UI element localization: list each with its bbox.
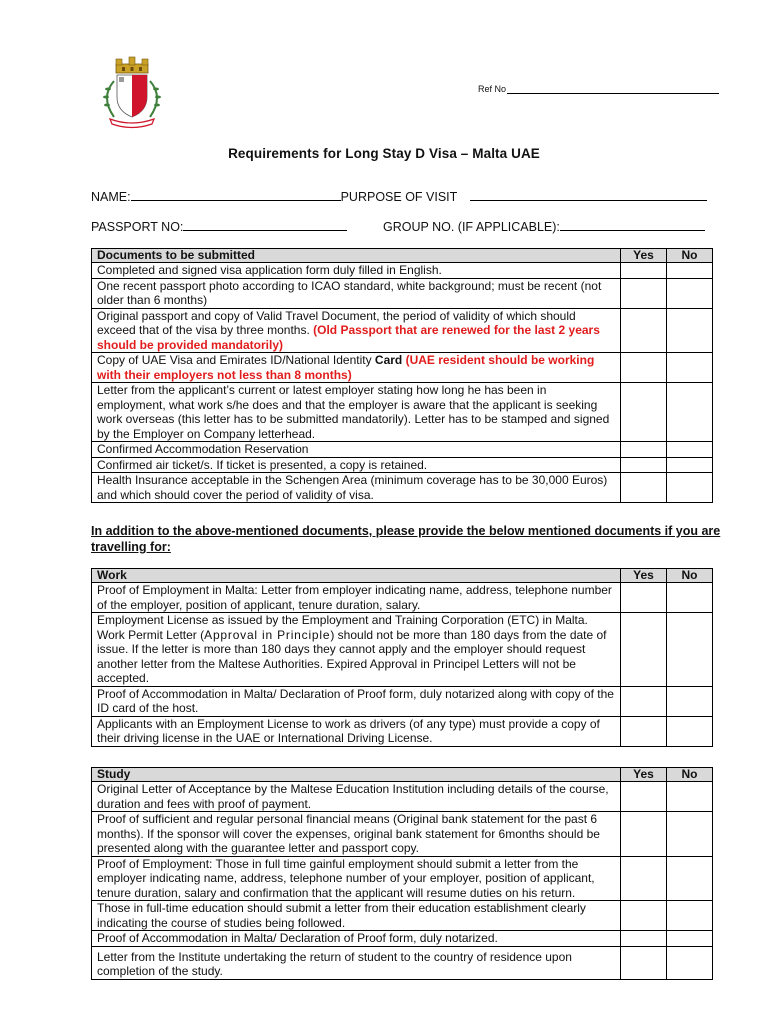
no-checkbox[interactable] xyxy=(667,263,713,279)
no-checkbox[interactable] xyxy=(667,278,713,308)
yes-checkbox[interactable] xyxy=(621,901,667,931)
yes-checkbox[interactable] xyxy=(621,353,667,383)
study-heading: Study xyxy=(92,768,621,782)
no-checkbox[interactable] xyxy=(667,308,713,353)
yes-checkbox[interactable] xyxy=(621,263,667,279)
no-checkbox[interactable] xyxy=(667,901,713,931)
group-field xyxy=(383,218,705,234)
requirement-text: Proof of Accommodation in Malta/ Declaration of Proof form, duly notarized along with copy of the ID card of the host. xyxy=(92,686,621,716)
table-row xyxy=(92,931,713,947)
table-row xyxy=(92,812,713,857)
yes-column-header: Yes xyxy=(621,569,667,583)
requirement-text: Health Insurance acceptable in the Schengen Area (minimum coverage has to be 30,000 Euros) and which should cover the period of validity of visa. xyxy=(92,473,621,503)
requirement-text-main: Copy of UAE Visa and Emirates ID/National Identity xyxy=(97,353,375,367)
ref-no-label: Ref No xyxy=(478,84,507,94)
yes-checkbox[interactable] xyxy=(621,442,667,458)
no-column-header: No xyxy=(667,569,713,583)
table-row xyxy=(92,383,713,442)
requirement-text-main: Employment License as issued by the Employment and Training Corporation (ETC) in Malta. Work Permit Letter ( xyxy=(97,613,588,642)
requirement-text: Confirmed air ticket/s. If ticket is presented, a copy is retained. xyxy=(92,457,621,473)
requirement-text: Proof of Accommodation in Malta/ Declaration of Proof form, duly notarized. xyxy=(92,931,621,947)
malta-coat-of-arms-icon xyxy=(92,55,172,130)
no-checkbox[interactable] xyxy=(667,383,713,442)
requirement-text: Letter from the applicant’s current or latest employer stating how long he has been in employment, what work s/he does and that the employer is aware that the applicant is seeking work overseas (this letter has to be submitted mandatorily). Letter has to be stamped and signed by the Employer on Company letterhead. xyxy=(92,383,621,442)
page-title: Requirements for Long Stay D Visa – Malta UAE xyxy=(228,146,540,161)
yes-checkbox[interactable] xyxy=(621,856,667,901)
yes-checkbox[interactable] xyxy=(621,383,667,442)
table-row xyxy=(92,856,713,901)
yes-column-header: Yes xyxy=(621,768,667,782)
yes-checkbox[interactable] xyxy=(621,946,667,979)
requirement-text: Those in full-time education should submit a letter from their education establishment clearly indicating the course of studies being followed. xyxy=(92,901,621,931)
table-header-row xyxy=(92,249,713,263)
yes-checkbox[interactable] xyxy=(621,782,667,812)
requirement-text: Confirmed Accommodation Reservation xyxy=(92,442,621,458)
requirement-text xyxy=(92,353,621,383)
requirement-text: Original Letter of Acceptance by the Maltese Education Institution including details of the course, duration and fees with proof of payment. xyxy=(92,782,621,812)
requirement-text: Proof of Employment: Those in full time gainful employment should submit a letter from the employer indicating name, address, telephone number of your employer, position of applicant, tenure duration, salary and confirmation that the applicant will resume duties on his return. xyxy=(92,856,621,901)
no-checkbox[interactable] xyxy=(667,442,713,458)
no-checkbox[interactable] xyxy=(667,473,713,503)
table-row xyxy=(92,716,713,746)
requirement-note-red: (Old Passport that are renewed for the last 2 years should be provided mandatorily) xyxy=(97,323,600,352)
table-row xyxy=(92,901,713,931)
no-column-header: No xyxy=(667,249,713,263)
table-row xyxy=(92,457,713,473)
yes-checkbox[interactable] xyxy=(621,583,667,613)
requirement-text: Letter from the Institute undertaking the return of student to the country of residence upon completion of the study. xyxy=(92,946,621,979)
name-label: NAME: xyxy=(91,190,131,204)
requirement-text: Proof of Employment in Malta: Letter from employer indicating name, address, telephone number of the employer, position of applicant, tenure duration, salary. xyxy=(92,583,621,613)
yes-checkbox[interactable] xyxy=(621,308,667,353)
documents-table xyxy=(91,248,713,503)
table-row xyxy=(92,946,713,979)
yes-checkbox[interactable] xyxy=(621,931,667,947)
purpose-field xyxy=(470,188,707,204)
purpose-line[interactable] xyxy=(470,188,707,201)
requirement-text: Applicants with an Employment License to work as drivers (of any type) must provide a copy of their driving license in the UAE or International Driving License. xyxy=(92,716,621,746)
table-row xyxy=(92,473,713,503)
ref-no-field xyxy=(478,84,719,94)
work-table xyxy=(91,568,713,747)
table-row xyxy=(92,583,713,613)
requirement-text-continued: ) should not be more than 180 days from the date of issue. If the letter is more than 180 days they cannot apply and the employer should request another letter from the Maltese Authorities. Expired Approval in Principel Letters will not be accepted. xyxy=(97,627,607,685)
passport-label: PASSPORT NO: xyxy=(91,220,184,234)
name-line[interactable] xyxy=(131,188,341,201)
table-row xyxy=(92,686,713,716)
requirement-text-main: Original passport and copy of Valid Travel Document, the period of validity of which should exceed that of the visa by three months. xyxy=(97,308,576,337)
group-label: GROUP NO. (IF APPLICABLE): xyxy=(383,220,560,234)
requirement-text-spaced: Approval in Principle xyxy=(204,627,331,642)
no-checkbox[interactable] xyxy=(667,812,713,857)
table-row xyxy=(92,278,713,308)
table-header-row xyxy=(92,569,713,583)
requirement-note-red: (UAE resident should be working with their employers not less than 8 months) xyxy=(97,353,595,382)
no-checkbox[interactable] xyxy=(667,583,713,613)
yes-column-header: Yes xyxy=(621,249,667,263)
no-checkbox[interactable] xyxy=(667,946,713,979)
table-row xyxy=(92,782,713,812)
table-row xyxy=(92,442,713,458)
documents-heading: Documents to be submitted xyxy=(92,249,621,263)
yes-checkbox[interactable] xyxy=(621,716,667,746)
table-row xyxy=(92,613,713,687)
additional-documents-intro: In addition to the above-mentioned documents, please provide the below mentioned documents if you are travelling for: xyxy=(91,524,721,554)
requirement-text xyxy=(92,613,621,687)
no-checkbox[interactable] xyxy=(667,716,713,746)
study-table xyxy=(91,767,713,980)
table-row xyxy=(92,308,713,353)
table-row xyxy=(92,353,713,383)
yes-checkbox[interactable] xyxy=(621,613,667,687)
requirement-text-bold: Card xyxy=(374,353,403,367)
name-field xyxy=(91,188,457,204)
passport-field xyxy=(91,218,347,234)
table-row xyxy=(92,263,713,279)
work-heading: Work xyxy=(92,569,621,583)
no-checkbox[interactable] xyxy=(667,931,713,947)
yes-checkbox[interactable] xyxy=(621,457,667,473)
purpose-label: PURPOSE OF VISIT xyxy=(340,190,458,204)
no-checkbox[interactable] xyxy=(667,613,713,687)
yes-checkbox[interactable] xyxy=(621,812,667,857)
no-checkbox[interactable] xyxy=(667,457,713,473)
passport-line[interactable] xyxy=(183,218,347,231)
yes-checkbox[interactable] xyxy=(621,278,667,308)
table-header-row xyxy=(92,768,713,782)
no-checkbox[interactable] xyxy=(667,782,713,812)
group-line[interactable] xyxy=(560,218,705,231)
yes-checkbox[interactable] xyxy=(621,473,667,503)
no-checkbox[interactable] xyxy=(667,353,713,383)
requirement-text: Completed and signed visa application form duly filled in English. xyxy=(92,263,621,279)
no-column-header: No xyxy=(667,768,713,782)
requirement-text: One recent passport photo according to ICAO standard, white background; must be recent (not older than 6 months) xyxy=(92,278,621,308)
no-checkbox[interactable] xyxy=(667,686,713,716)
ref-no-line[interactable] xyxy=(507,85,719,94)
yes-checkbox[interactable] xyxy=(621,686,667,716)
requirement-text: Proof of sufficient and regular personal financial means (Original bank statement for the past 6 months). If the sponsor will cover the expenses, original bank statement for 6months should be presented along with the guarantee letter and passport copy. xyxy=(92,812,621,857)
no-checkbox[interactable] xyxy=(667,856,713,901)
requirement-text xyxy=(92,308,621,353)
